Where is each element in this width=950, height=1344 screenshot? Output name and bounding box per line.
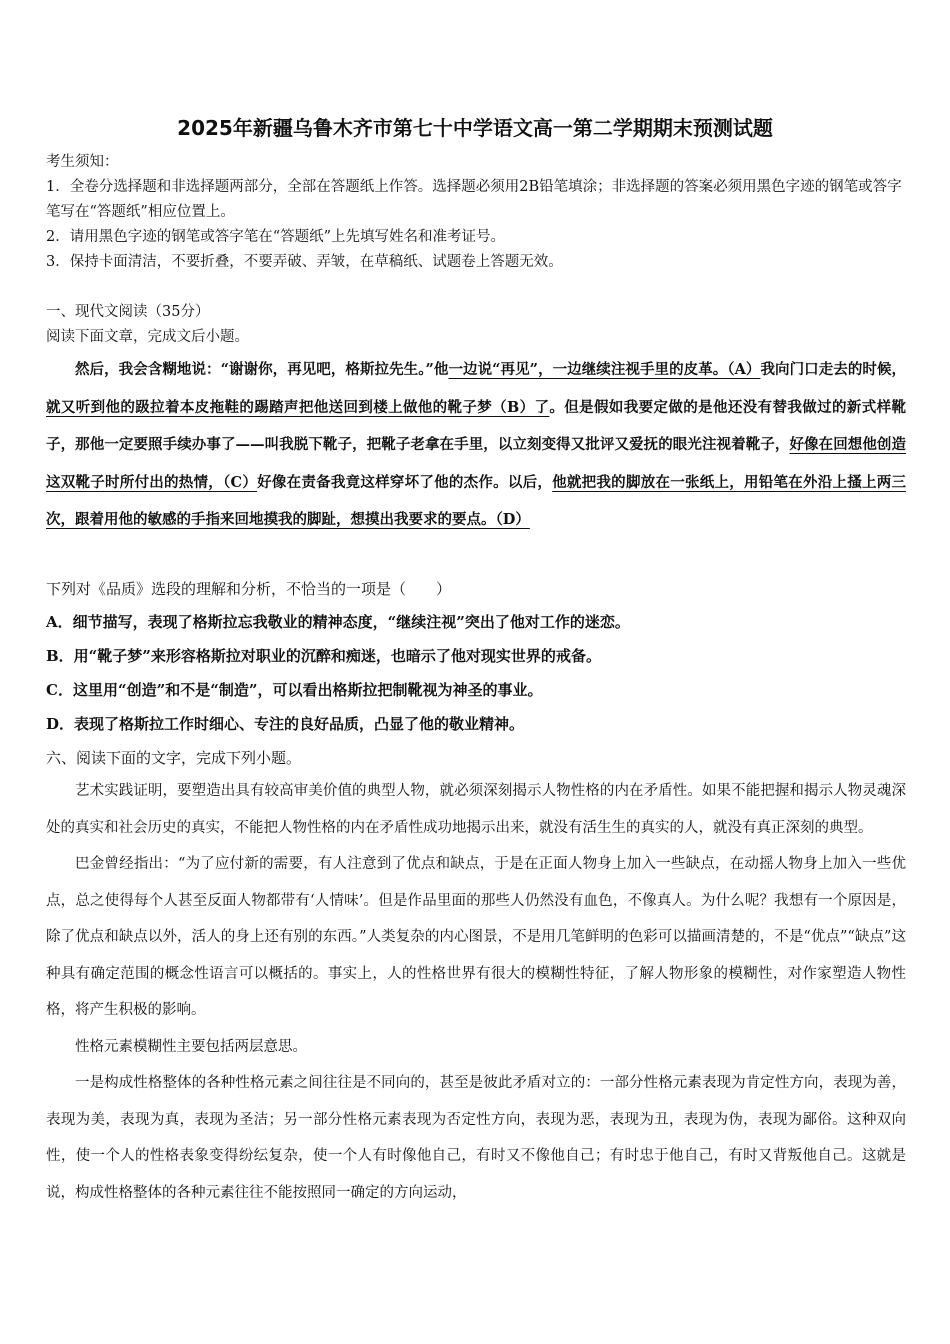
passage-text: 好像在责备我竟这样穿坏了他的杰作。以后， xyxy=(257,473,553,491)
notice-item: 2．请用黑色字迹的钢笔或答字笔在“答题纸”上先填写姓名和准考证号。 xyxy=(46,229,506,245)
underlined-segment-a: 一边说“再见”，一边继续注视手里的皮革。（A） xyxy=(448,361,761,378)
passage-text: 然后，我会含糊地说：“谢谢你，再见吧，格斯拉先生。”他 xyxy=(75,361,449,378)
notice-block xyxy=(46,150,906,275)
section-one xyxy=(46,300,906,350)
notice-item: 3．保持卡面清洁，不要折叠，不要弄破、弄皱，在草稿纸、试题卷上答题无效。 xyxy=(46,254,563,270)
option-b: B．用“靴子梦”来形容格斯拉对职业的沉醉和痴迷，也暗示了他对现实世界的戒备。 xyxy=(46,647,601,665)
section-instruction: 阅读下面文章，完成文后小题。 xyxy=(46,329,249,345)
page-title: 2025年新疆乌鲁木齐市第七十中学语文高一第二学期期末预测试题 xyxy=(177,116,773,140)
section-heading: 一、现代文阅读（35分） xyxy=(46,304,210,320)
option-d: D．表现了格斯拉工作时细心、专注的良好品质，凸显了他的敬业精神。 xyxy=(46,715,525,733)
option-c: C．这里用“创造”和不是“制造”，可以看出格斯拉把制靴视为神圣的事业。 xyxy=(46,681,543,699)
essay-paragraph: 巴金曾经指出：“为了应付新的需要，有人注意到了优点和缺点，于是在正面人物身上加入一些缺点，在动摇人物身上加入一些优点，总之使得每个人甚至反面人物都带有‘人情味’。但是作品里面的那些人仍然没有血色，不像真人。为什么呢？我想有一个原因是，除了优点和缺点以外，活人的身上还有别的东西。”人类复杂的内心图景，不是用几笔鲜明的色彩可以描画清楚的，不是“优点”“缺点”这种具有确定范围的概念性语言可以概括的。事实上，人的性格世界有很大的模糊性特征，了解人物形象的模糊性，对作家塑造人物性格，将产生积极的影响。 xyxy=(46,856,906,1018)
section-six-heading: 六、阅读下面的文字，完成下列小题。 xyxy=(46,749,302,767)
reading-passage xyxy=(46,351,906,539)
question-stem: 下列对《品质》选段的理解和分析，不恰当的一项是（ ） xyxy=(46,580,452,598)
passage-text: 我向门口走去的时候， xyxy=(760,361,906,378)
essay-body xyxy=(46,773,906,1211)
notice-heading: 考生须知： xyxy=(46,154,119,170)
underlined-segment-c: 好像在回想他创造这双靴子时所付出的热情，（C） xyxy=(46,436,907,491)
passage-text: 。但是假如我要定做的是他还没有替我做过的新式样靴子，那他一定要照手续办事了——叫我脱下靴子，把靴子老拿在手里，以立刻变得又批评又爱抚的眼光注视着靴子， xyxy=(46,398,906,453)
notice-item: 1．全卷分选择题和非选择题两部分，全部在答题纸上作答。选择题必须用2B铅笔填涂；非选择题的答案必须用黑色字迹的钢笔或答字笔写在“答题纸”相应位置上。 xyxy=(46,179,902,220)
essay-paragraph: 一是构成性格整体的各种性格元素之间往往是不同向的，甚至是彼此矛盾对立的：一部分性格元素表现为肯定性方向，表现为善，表现为美，表现为真，表现为圣洁；另一部分性格元素表现为否定性方向，表现为恶，表现为丑，表现为伪，表现为鄙俗。这种双向性，使一个人的性格表象变得纷纭复杂，使一个人有时像他自己，有时又不像他自己；有时忠于他自己，有时又背叛他自己。这就是说，构成性格整体的各种元素往往不能按照同一确定的方向运动， xyxy=(46,1075,906,1201)
essay-paragraph: 性格元素模糊性主要包括两层意思。 xyxy=(75,1038,307,1055)
essay-paragraph: 艺术实践证明，要塑造出具有较高审美价值的典型人物，就必须深刻揭示人物性格的内在矛盾性。如果不能把握和揭示人物灵魂深处的真实和社会历史的真实，不能把人物性格的内在矛盾性成功地揭示出来，就没有活生生的真实的人，就没有真正深刻的典型。 xyxy=(46,783,906,836)
underlined-segment-b: 就又听到他的趿拉着本皮拖鞋的踢踏声把他送回到楼上做他的靴子梦（B）了 xyxy=(46,398,550,416)
option-a: A．细节描写，表现了格斯拉忘我敬业的精神态度，“继续注视”突出了他对工作的迷恋。 xyxy=(46,613,630,631)
underlined-segment-d: 他就把我的脚放在一张纸上，用铅笔在外沿上搔上两三次，跟着用他的敏感的手指来回地摸我的脚趾，想摸出我要求的要点。（D） xyxy=(46,473,907,528)
